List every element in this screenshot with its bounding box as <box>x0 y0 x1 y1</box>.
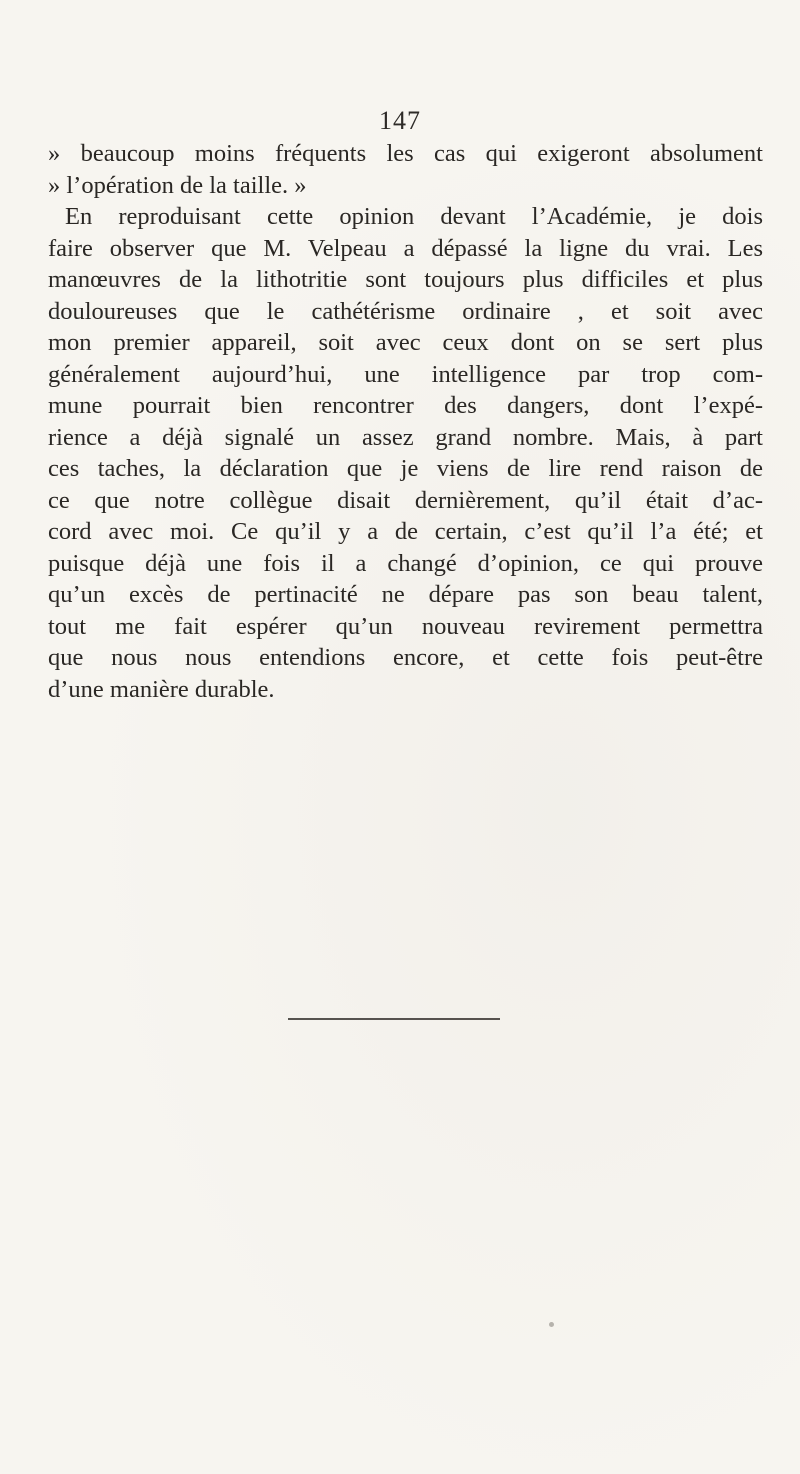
text-line: puisque déjà une fois il a changé d’opinion, ce qui prouve <box>48 549 763 577</box>
text-line: tout me fait espérer qu’un nouveau revirement permettra <box>48 612 763 640</box>
text-line: d’une manière durable. <box>48 675 275 703</box>
text-line: qu’un excès de pertinacité ne dépare pas son beau talent, <box>48 581 763 608</box>
text-line: ce que notre collègue disait dernièrement, qu’il était d’ac- <box>48 486 763 514</box>
text-line: faire observer que M. Velpeau a dépassé la ligne du vrai. Les <box>48 234 763 262</box>
text-line: manœuvres de la lithotritie sont toujours plus difficiles et plus <box>48 266 763 293</box>
text-line: mune pourrait bien rencontrer des dangers, dont l’expé- <box>48 392 763 419</box>
page-number: 147 <box>379 106 421 135</box>
text-line: cord avec moi. Ce qu’il y a de certain, c’est qu’il l’a été; et <box>48 518 763 545</box>
text-line: rience a déjà signalé un assez grand nombre. Mais, à part <box>48 423 763 451</box>
text-line: généralement aujourd’hui, une intelligence par trop com- <box>48 360 763 388</box>
text-line: mon premier appareil, soit avec ceux dont on se sert plus <box>48 329 763 356</box>
section-divider <box>288 1018 500 1020</box>
text-line: douloureuses que le cathétérisme ordinaire , et soit avec <box>48 297 763 325</box>
text-line: » l’opération de la taille. » <box>48 171 307 199</box>
text-line: que nous nous entendions encore, et cette fois peut-être <box>48 644 763 671</box>
paper-speck <box>549 1322 554 1327</box>
body-text <box>48 138 763 705</box>
text-line: En reproduisant cette opinion devant l’Académie, je dois <box>65 203 763 230</box>
text-line: » beaucoup moins fréquents les cas qui exigeront absolument <box>48 140 763 167</box>
text-line: ces taches, la déclaration que je viens de lire rend raison de <box>48 455 763 482</box>
